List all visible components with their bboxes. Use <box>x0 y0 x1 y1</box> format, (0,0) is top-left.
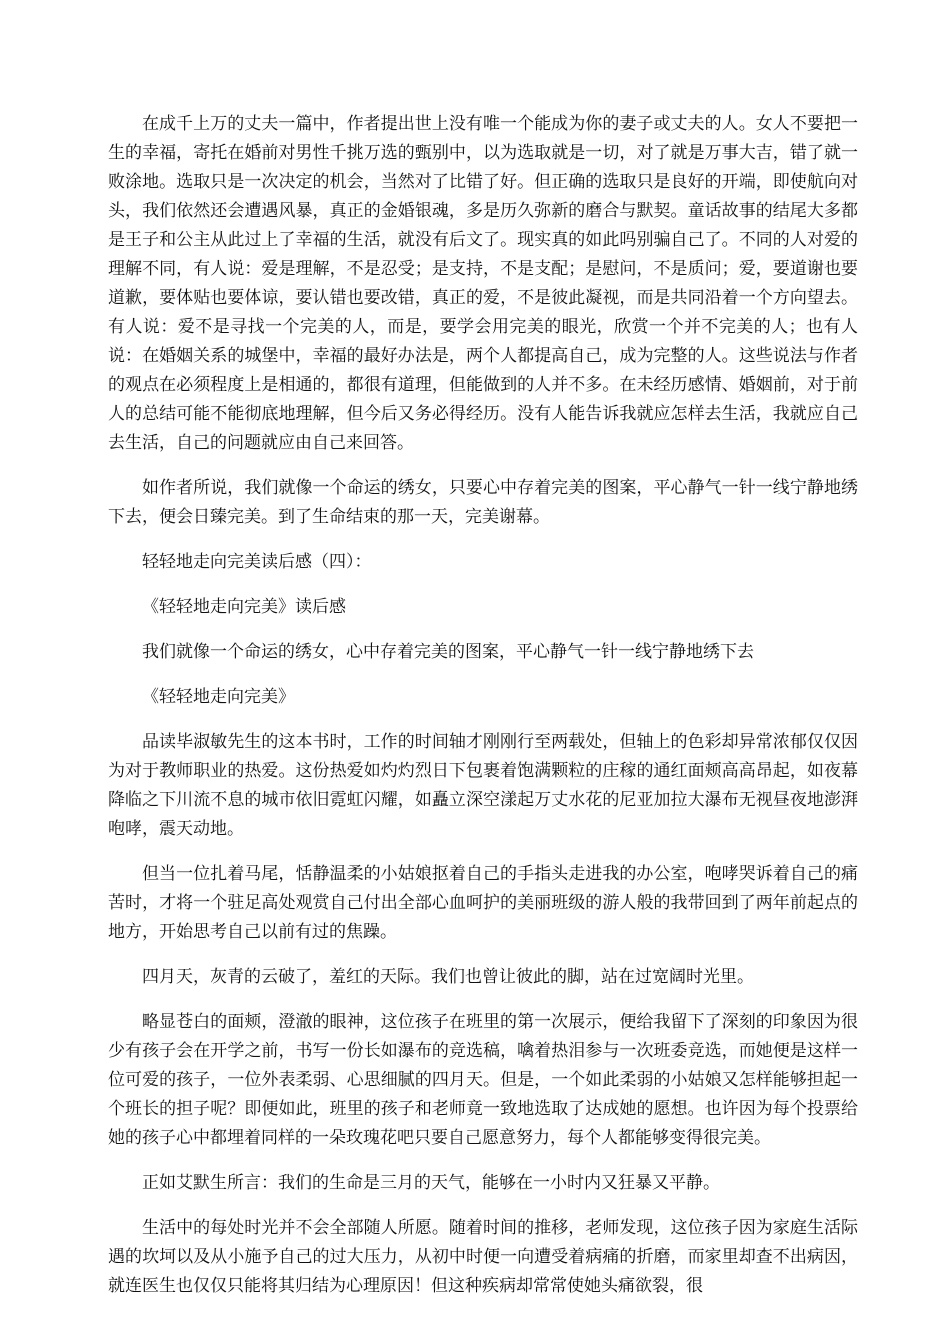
document-body <box>108 110 858 1317</box>
paragraph-april: 四月天，灰青的云破了，羞红的天际。我们也曾让彼此的脚，站在过宽阔时光里。 <box>142 967 754 987</box>
paragraph-teaching: 品读毕淑敏先生的这本书时，工作的时间轴才刚刚行至两载处，但轴上的色彩却异常浓郁仅仅因为对于教师职业的热爱。这份热爱如灼灼烈日下包裹着饱满颗粒的庄稼的通红面颊高高昂起，如夜幕降临之下川流不息的城市依旧霓虹闪耀，如矗立深空漾起万丈水花的尼亚加拉大瀑布无视昼夜地澎湃咆哮，震天动地。 <box>108 732 858 839</box>
paragraph-election: 略显苍白的面颊，澄澈的眼神，这位孩子在班里的第一次展示，便给我留下了深刻的印象因为很少有孩子会在开学之前，书写一份长如瀑布的竞选稿，噙着热泪参与一次班委竞选，而她便是这样一位可爱的孩子，一位外表柔弱、心思细腻的四月天。但是，一个如此柔弱的小姑娘又怎样能够担起一个班长的担子呢？即便如此，班里的孩子和老师竟一致地选取了达成她的愿想。也许因为每个投票给她的孩子心中都埋着同样的一朵玫瑰花吧只要自己愿意努力，每个人都能够变得很完美。 <box>108 1012 858 1148</box>
book-title: 《轻轻地走向完美》 <box>142 687 295 707</box>
paragraph-intro: 在成千上万的丈夫一篇中，作者提出世上没有唯一个能成为你的妻子或丈夫的人。女人不要把一生的幸福，寄托在婚前对男性千挑万选的甄别中，以为选取就是一切，对了就是万事大吉，错了就一败涂地。选取只是一次决定的机会，当然对了比错了好。但正确的选取只是良好的开端，即使航向对头，我们依然还会遭遇风暴，真正的金婚银魂，多是历久弥新的磨合与默契。童话故事的结尾大多都是王子和公主从此过上了幸福的生活，就没有后文了。现实真的如此吗别骗自己了。不同的人对爱的理解不同，有人说：爱是理解，不是忍受；是支持，不是支配；是慰问，不是质问；爱，要道谢也要道歉，要体贴也要体谅，要认错也要改错，真正的爱，不是彼此凝视，而是共同沿着一个方向望去。有人说：爱不是寻找一个完美的人，而是，要学会用完美的眼光，欣赏一个并不完美的人；也有人说：在婚姻关系的城堡中，幸福的最好办法是，两个人都提高自己，成为完整的人。这些说法与作者的观点在必须程度上是相通的，都很有道理，但能做到的人并不多。在未经历感情、婚姻前，对于前人的总结可能不能彻底地理解，但今后又务必得经历。没有人能告诉我就应怎样去生活，我就应自己去生活，自己的问题就应由自己来回答。 <box>108 114 858 453</box>
book-title-review: 《轻轻地走向完美》读后感 <box>142 597 346 617</box>
quote-line: 我们就像一个命运的绣女，心中存着完美的图案，平心静气一针一线宁静地绣下去 <box>142 642 754 662</box>
paragraph-illness: 生活中的每处时光并不会全部随人所愿。随着时间的推移，老师发现，这位孩子因为家庭生活际遇的坎坷以及从小施予自己的过大压力，从初中时便一向遭受着病痛的折磨，而家里却查不出病因，就连医生也仅仅只能将其归结为心理原因！但这种疾病却常常使她头痛欲裂，很 <box>108 1218 858 1296</box>
paragraph-embroidery: 如作者所说，我们就像一个命运的绣女，只要心中存着完美的图案，平心静气一针一线宁静地绣下去，便会日臻完美。到了生命结束的那一天，完美谢幕。 <box>108 478 858 527</box>
paragraph-girl: 但当一位扎着马尾，恬静温柔的小姑娘抠着自己的手指头走进我的办公室，咆哮哭诉着自己的痛苦时，才将一个驻足高处观赏自己付出全部心血呵护的美丽班级的游人般的我带回到了两年前起点的地方，开始思考自己以前有过的焦躁。 <box>108 864 858 942</box>
section-heading: 轻轻地走向完美读后感（四）： <box>142 552 372 572</box>
paragraph-emerson: 正如艾默生所言：我们的生命是三月的天气，能够在一小时内又狂暴又平静。 <box>142 1173 720 1193</box>
